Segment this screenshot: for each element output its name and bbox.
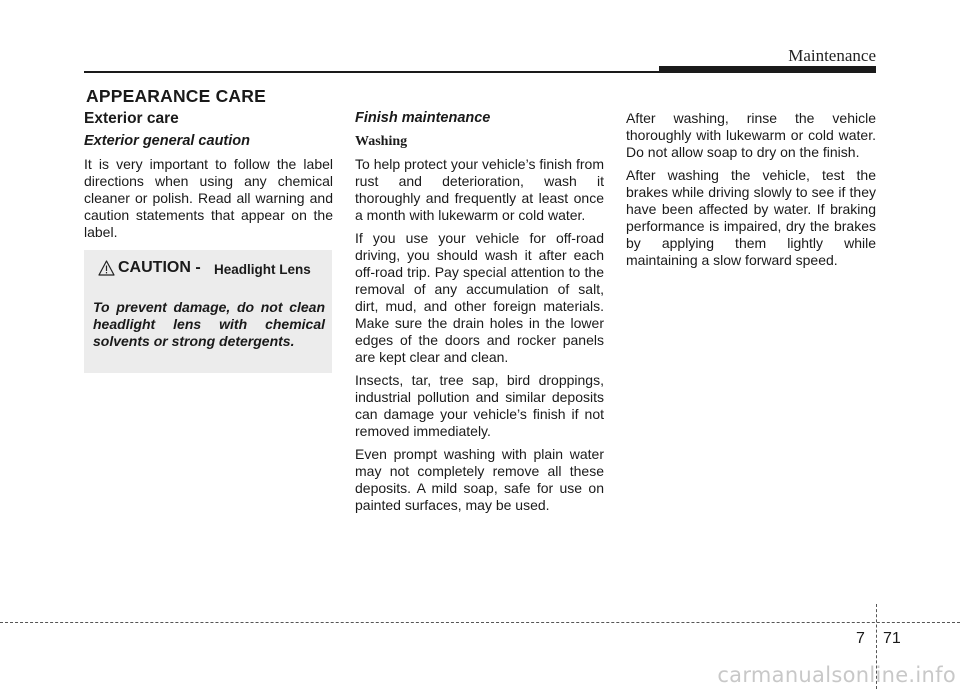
caution-label: CAUTION - (118, 259, 201, 276)
paragraph: To help protect your vehicle’s finish from rust and deterioration, wash it thoroughly and frequently at least once a month with lukewarm or cold water. (355, 156, 604, 223)
finish-maintenance-heading: Finish maintenance (355, 110, 491, 126)
page-number: 71 (883, 630, 901, 647)
section-title: APPEARANCE CARE (86, 86, 266, 106)
paragraph: If you use your vehicle for off-road driving, you should wash it after each off-road trip. Pay special attention to the removal of any accumulation of salt, dirt, mud, and other foreign materials. Make sure the drain holes in the lower edges of the doors and rocker panels are kept clear and clean. (355, 230, 604, 365)
paragraph: After washing, rinse the vehicle thoroughly with lukewarm or cold water. Do not allow soap to dry on the finish. (626, 110, 876, 160)
column-1 (84, 110, 333, 247)
header-title: Maintenance (788, 46, 876, 65)
exterior-caution-subheading: Exterior general caution (84, 133, 250, 149)
footer-dashed-rule (0, 622, 960, 623)
paragraph: After washing the vehicle, test the brakes while driving slowly to see if they have been affected by water. If braking performance is impaired, dry the brakes by applying them lightly while maintaining a slow forward speed. (626, 167, 876, 268)
header-rule-thick (659, 66, 876, 73)
paragraph: Insects, tar, tree sap, bird droppings, industrial pollution and similar deposits can damage your vehicle’s finish if not removed immediately. (355, 372, 604, 439)
exterior-care-heading: Exterior care (84, 110, 179, 127)
watermark: carmanualsonline.info (717, 663, 956, 687)
washing-subheading: Washing (355, 134, 408, 149)
caution-box (84, 250, 332, 373)
paragraph: It is very important to follow the label directions when using any chemical cleaner or polish. Read all warning and caution statements that appear on the label. (84, 156, 333, 240)
column-2 (355, 110, 604, 520)
header-rule (84, 71, 659, 73)
caution-body: To prevent damage, do not clean headlight lens with chemical solvents or strong detergents. (93, 299, 325, 349)
caution-subject: Headlight Lens (214, 262, 311, 277)
paragraph: Even prompt washing with plain water may not completely remove all these deposits. A mild soap, safe for use on painted surfaces, may be used. (355, 446, 604, 513)
warning-triangle-icon (98, 260, 115, 276)
chapter-number: 7 (856, 630, 865, 647)
column-3 (626, 110, 876, 275)
